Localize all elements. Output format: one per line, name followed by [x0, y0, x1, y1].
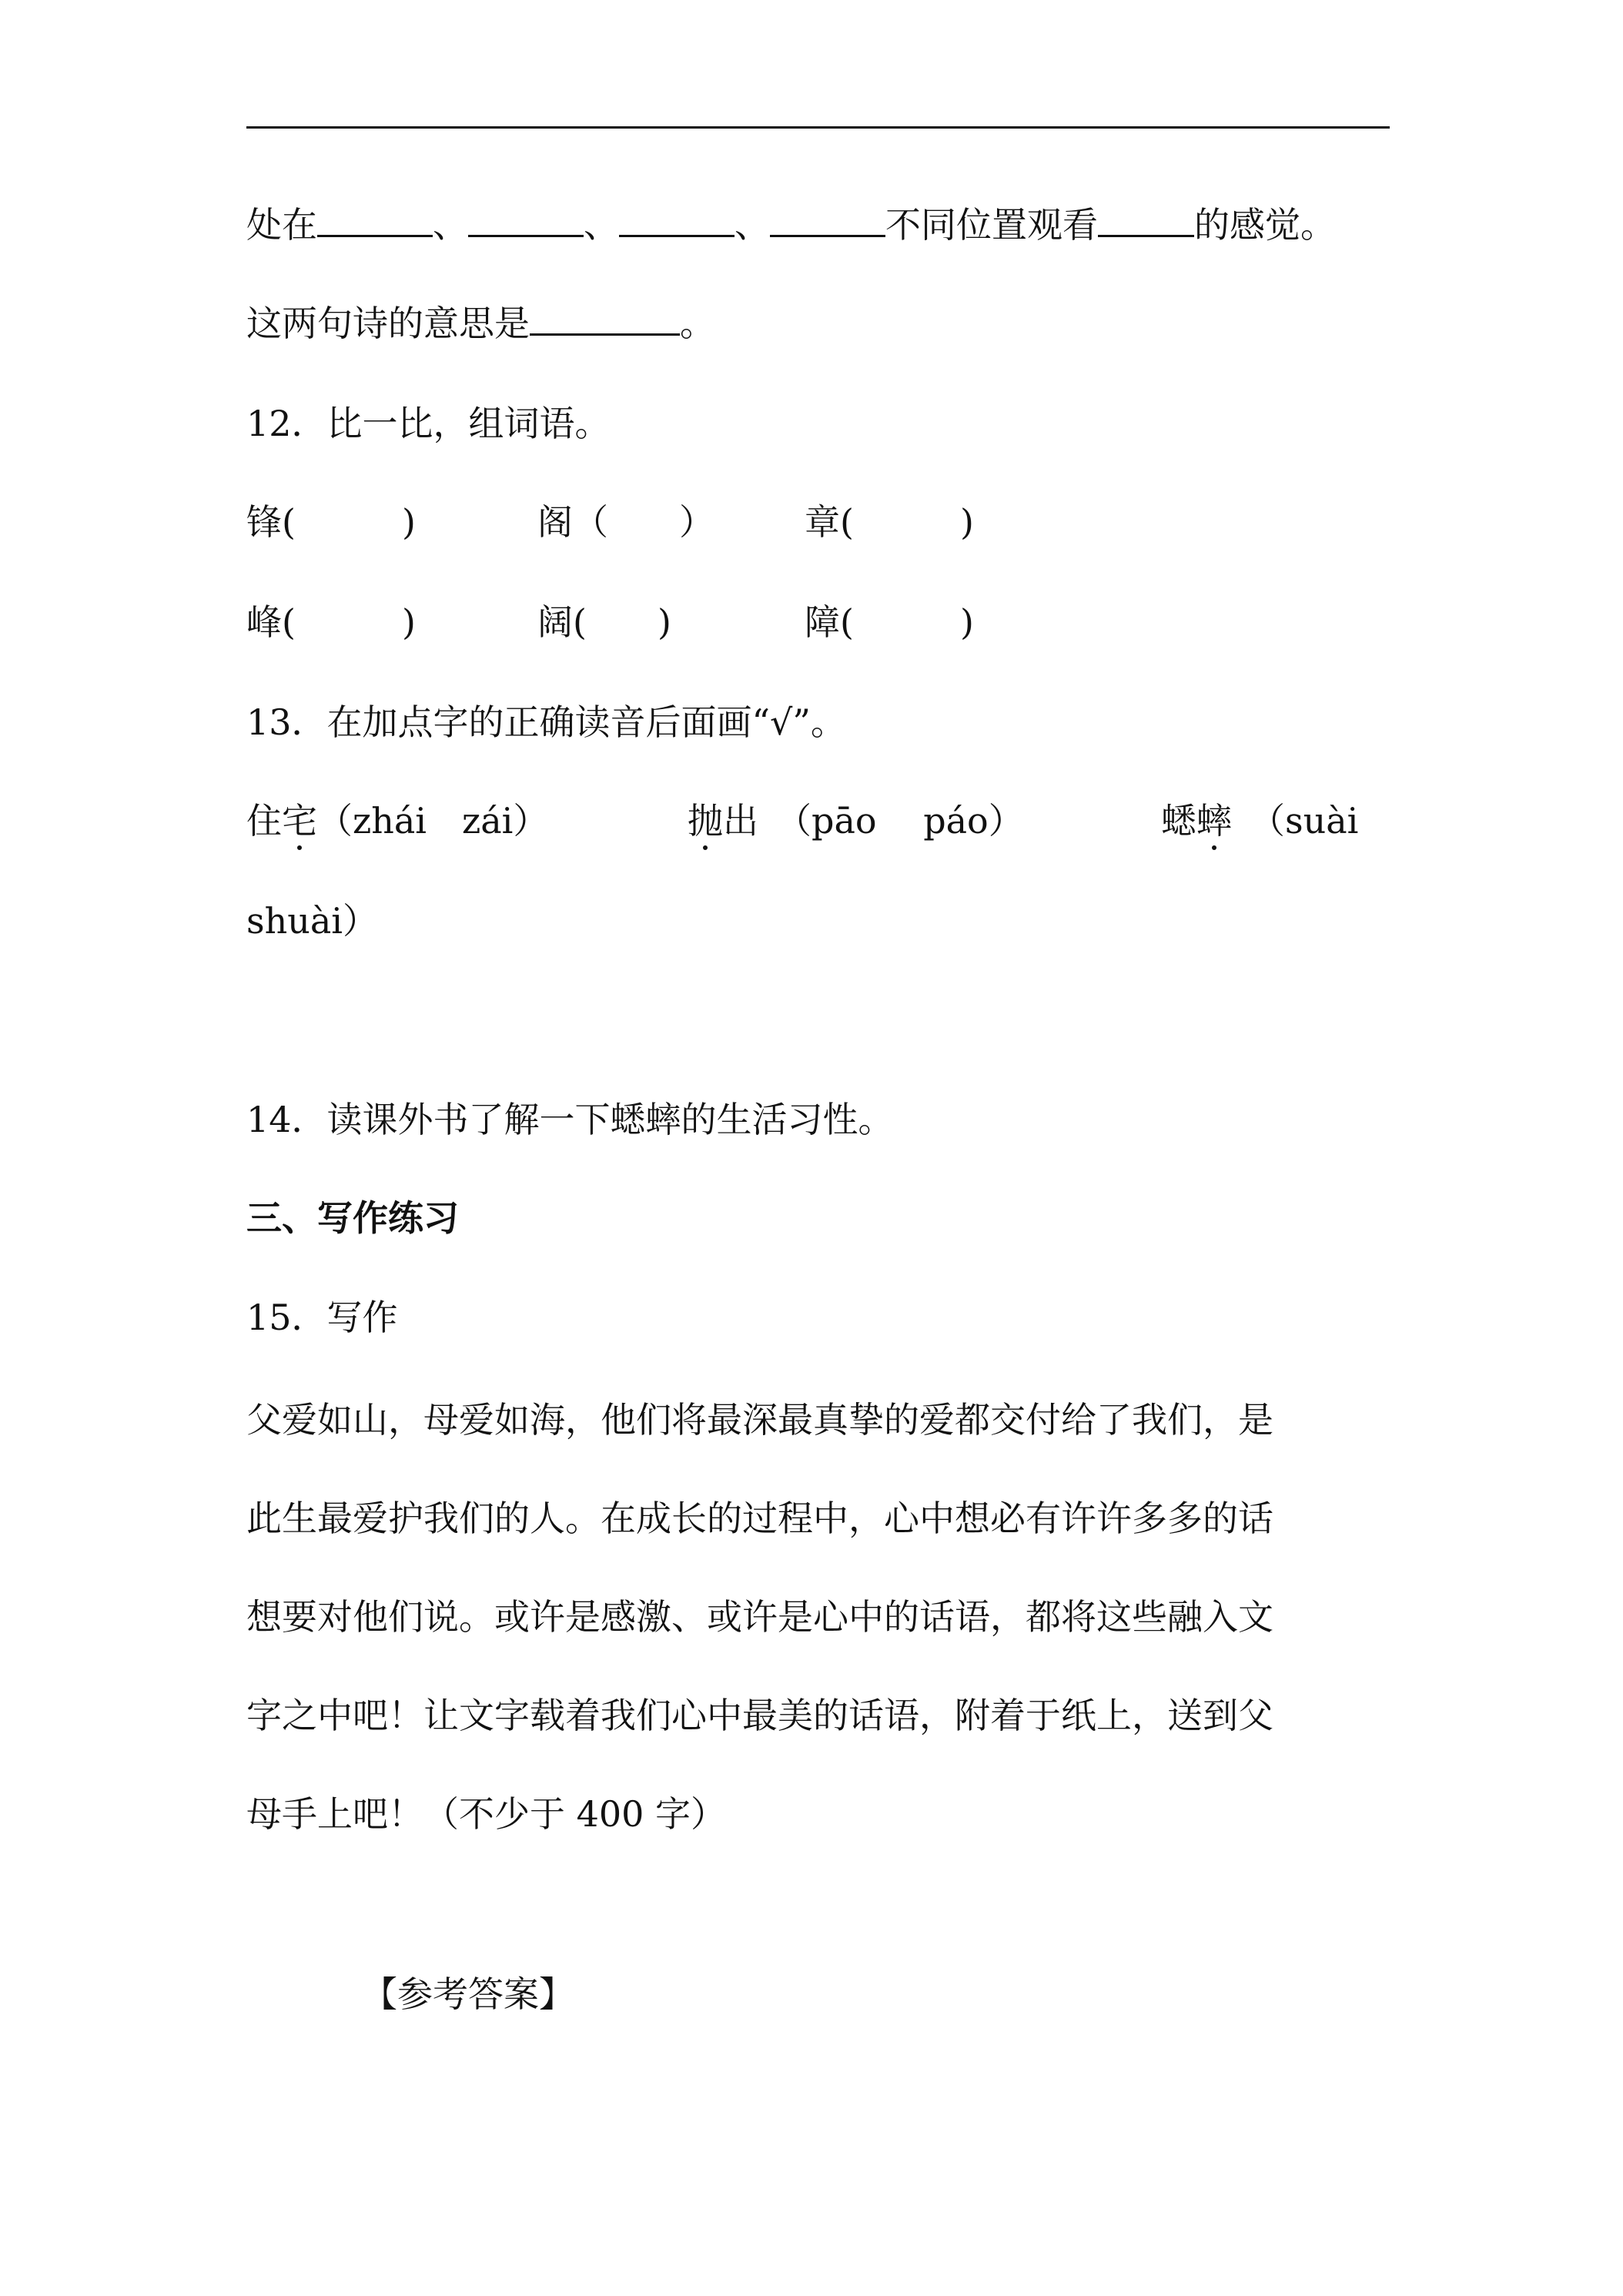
text: 不同位置观看 — [885, 204, 1098, 246]
separator: 、 — [433, 204, 468, 246]
pinyin-options: （pāo páo） — [794, 800, 1024, 842]
dotted-char: 蟀 — [1196, 798, 1232, 844]
q12-item: 阁（ ） — [537, 501, 714, 543]
dotted-char: 宅 — [282, 798, 317, 844]
answer-blank[interactable] — [619, 202, 735, 237]
prompt-line: 此生最爱护我们的人。在成长的过程中，心中想必有许许多多的话 — [246, 1498, 1273, 1539]
q12-title: 12．比一比，组词语。 — [246, 403, 611, 444]
pinyin-options: （suài — [1267, 800, 1359, 842]
q12-item: 章( ) — [805, 501, 974, 543]
answer-blank[interactable] — [1098, 202, 1194, 237]
q13-item-1 — [246, 798, 548, 844]
text: 。 — [680, 303, 715, 344]
q12-item: 阔( ) — [537, 601, 671, 643]
q13-title: 13．在加点字的正确读音后面画“√”。 — [246, 701, 846, 743]
prompt-line: 父爱如山，母爱如海，他们将最深最真挚的爱都交付给了我们，是 — [246, 1399, 1273, 1441]
header-rule — [246, 126, 1390, 129]
q12-item: 峰( ) — [246, 601, 416, 643]
prompt-line: 母手上吧！（不少于 400 字） — [246, 1793, 727, 1835]
answers-heading: 【参考答案】 — [362, 1973, 574, 2015]
text: 出 — [723, 800, 758, 842]
text: 处在 — [246, 204, 317, 246]
q13-continuation: shuài） — [246, 900, 378, 942]
q13-item-2 — [688, 798, 1024, 844]
answer-blank[interactable] — [530, 301, 680, 336]
prompt-line: 字之中吧！让文字载着我们心中最美的话语，附着于纸上，送到父 — [246, 1695, 1273, 1736]
answer-blank[interactable] — [770, 202, 885, 237]
q13-item-3 — [1161, 798, 1358, 844]
separator: 、 — [735, 204, 770, 246]
q12-item: 障( ) — [805, 601, 974, 643]
text: 住 — [246, 800, 282, 842]
prompt-line: 想要对他们说。或许是感激、或许是心中的话语，都将这些融入文 — [246, 1596, 1273, 1638]
answer-blank[interactable] — [468, 202, 584, 237]
text: 的感觉。 — [1194, 204, 1336, 246]
dotted-char: 抛 — [688, 798, 723, 844]
q15-title: 15．写作 — [246, 1297, 398, 1338]
text: 蟋 — [1161, 800, 1196, 842]
writing-prompt — [246, 1371, 1390, 1863]
q14-title: 14．读课外书了解一下蟋蟀的生活习性。 — [246, 1099, 894, 1140]
separator: 、 — [584, 204, 619, 246]
pinyin-options: （zhái zái） — [317, 800, 549, 842]
q12-item: 锋( ) — [246, 501, 416, 543]
section-heading: 三、写作练习 — [246, 1197, 459, 1239]
answer-blank[interactable] — [317, 202, 433, 237]
text: 这两句诗的意思是 — [246, 303, 530, 344]
q11-line-1 — [246, 202, 1336, 248]
q11-line-2 — [246, 300, 715, 346]
